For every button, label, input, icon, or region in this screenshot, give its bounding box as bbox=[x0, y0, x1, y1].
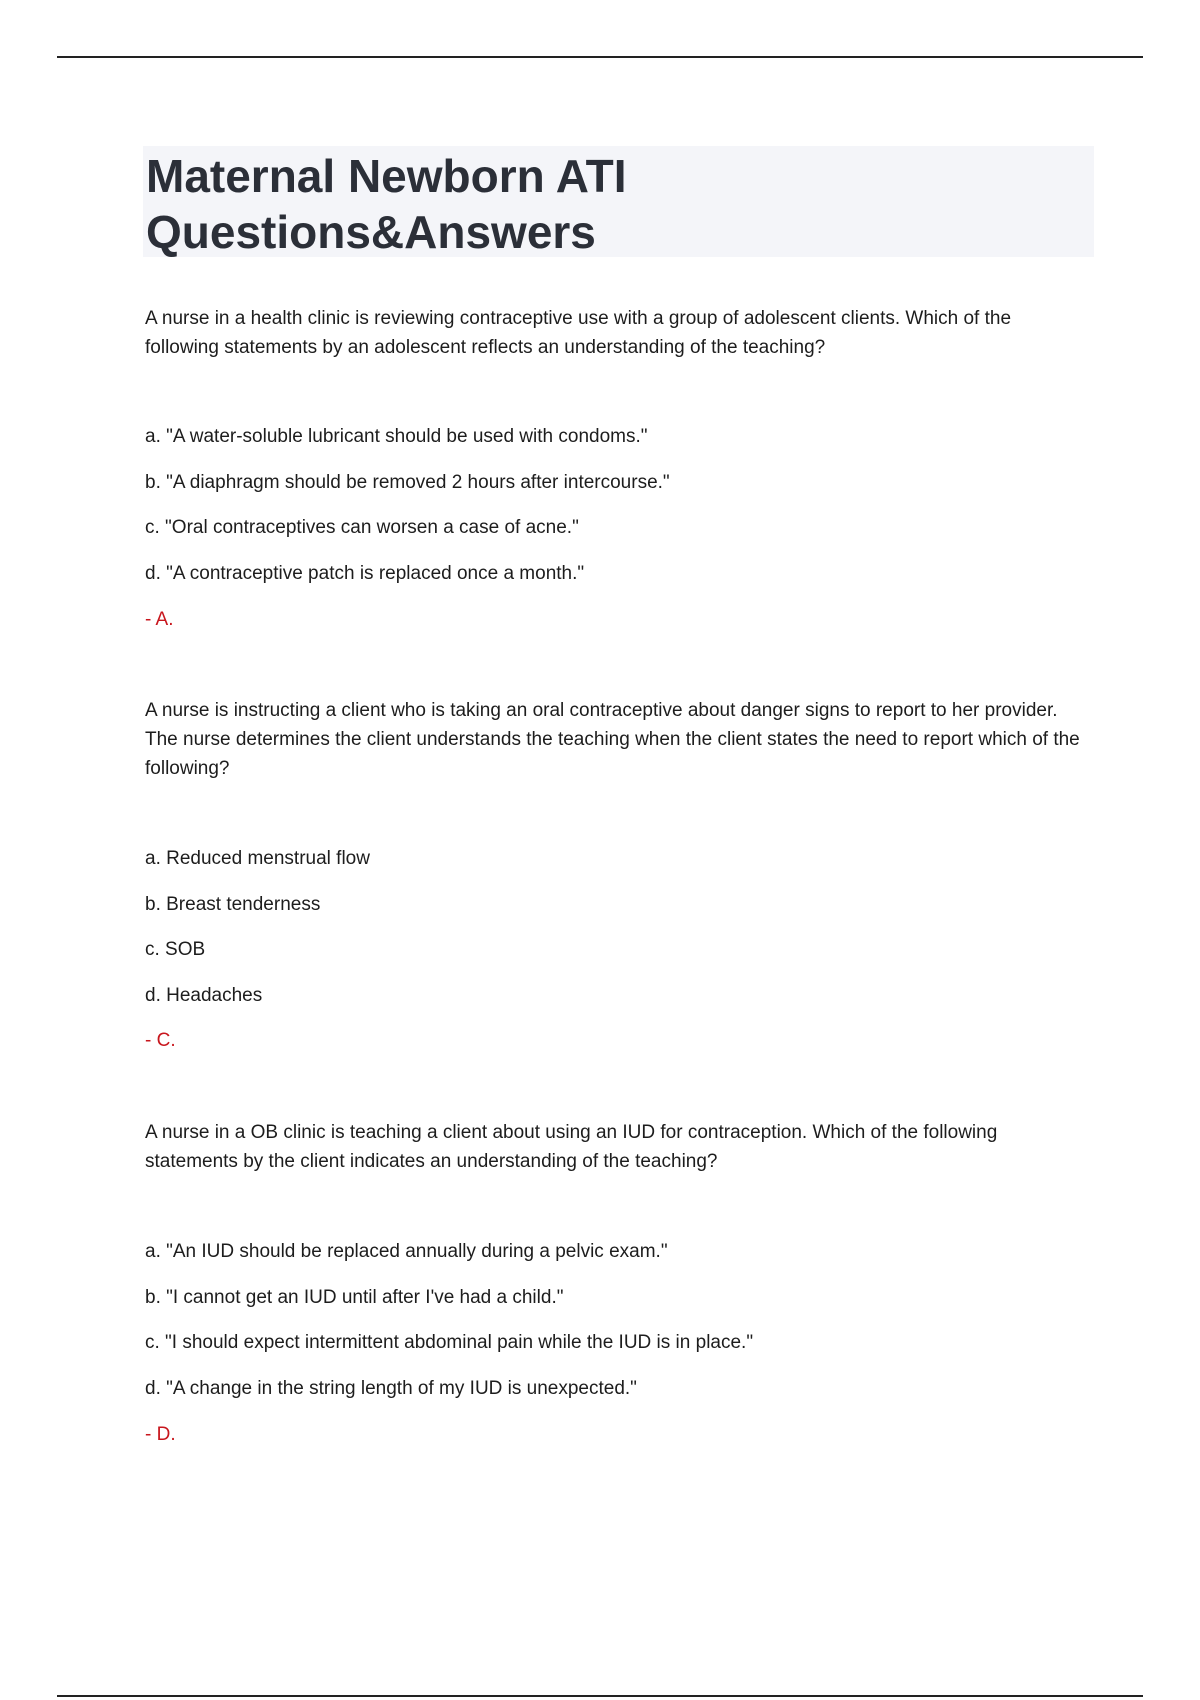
question-text: A nurse in a OB clinic is teaching a client about using an IUD for contraception. Which of the following statements by the client indicates an understanding of the teaching? bbox=[145, 1122, 998, 1172]
option-c: c. SOB bbox=[145, 939, 206, 960]
question-block-1 bbox=[145, 304, 1085, 630]
answer-key: - C. bbox=[145, 1030, 176, 1051]
option-c: c. "Oral contraceptives can worsen a case of acne." bbox=[145, 517, 579, 538]
option-d: d. "A contraceptive patch is replaced once a month." bbox=[145, 563, 585, 584]
option-a: a. Reduced menstrual flow bbox=[145, 848, 370, 869]
question-text: A nurse is instructing a client who is taking an oral contraceptive about danger signs to report to her provider. The nurse determines the client understands the teaching when the client states the need to report which of the following? bbox=[145, 700, 1080, 779]
question-text: A nurse in a health clinic is reviewing contraceptive use with a group of adolescent clients. Which of the following statements by an adolescent reflects an understanding of the teaching? bbox=[145, 308, 1012, 358]
answer-key: - D. bbox=[145, 1424, 176, 1445]
option-b: b. "A diaphragm should be removed 2 hours after intercourse." bbox=[145, 472, 670, 493]
option-b: b. Breast tenderness bbox=[145, 894, 321, 915]
page-title-line-2: Questions&Answers bbox=[146, 206, 596, 258]
page-title-line-1: Maternal Newborn ATI bbox=[146, 150, 627, 202]
option-b: b. "I cannot get an IUD until after I've had a child." bbox=[145, 1287, 564, 1308]
option-d: d. Headaches bbox=[145, 985, 263, 1006]
footer-rule bbox=[57, 1695, 1143, 1697]
question-block-2 bbox=[145, 696, 1085, 1051]
question-block-3 bbox=[145, 1118, 1085, 1445]
header-rule bbox=[57, 56, 1143, 58]
option-c: c. "I should expect intermittent abdominal pain while the IUD is in place." bbox=[145, 1332, 754, 1353]
option-a: a. "An IUD should be replaced annually during a pelvic exam." bbox=[145, 1241, 668, 1262]
answer-key: - A. bbox=[145, 609, 174, 630]
option-a: a. "A water-soluble lubricant should be used with condoms." bbox=[145, 426, 648, 447]
page-title bbox=[146, 148, 1046, 260]
option-d: d. "A change in the string length of my IUD is unexpected." bbox=[145, 1378, 637, 1399]
